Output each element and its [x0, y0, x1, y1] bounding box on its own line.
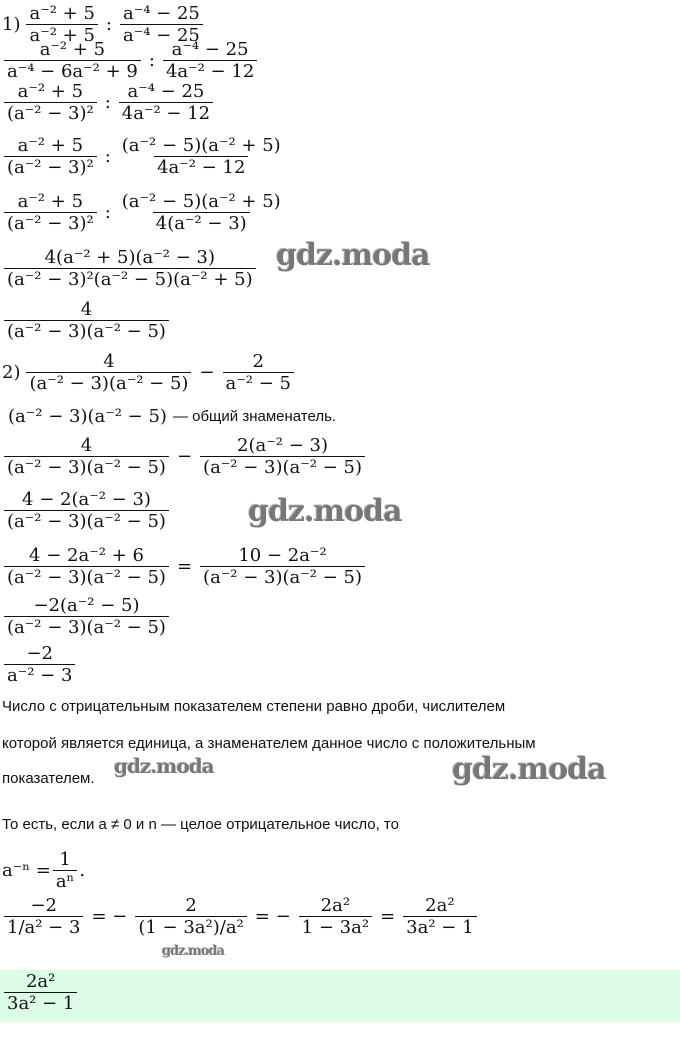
fraction-num: a⁻² + 5: [17, 135, 84, 156]
fraction-den: (a⁻² − 3)²: [4, 102, 97, 123]
fraction: [4, 248, 256, 289]
fraction-den: a⁻⁴ − 6a⁻² + 9: [4, 60, 141, 81]
fraction-num: a⁻² + 5: [17, 191, 84, 212]
fraction-den: a⁻⁴ − 25: [120, 24, 203, 45]
fraction-num: a⁻⁴ − 25: [127, 81, 205, 102]
fraction-den: 4a⁻² − 12: [163, 60, 257, 81]
watermark-logo: gdz.moda: [162, 944, 225, 959]
answer-box: [0, 970, 680, 1022]
fraction-num: 4: [80, 299, 93, 320]
fraction-den: (a⁻² − 3)(a⁻² − 5): [4, 566, 169, 587]
fraction-den: 4a⁻² − 12: [154, 156, 248, 177]
fraction-num: a⁻² + 5: [39, 39, 106, 60]
fraction: [4, 192, 97, 233]
chain-operator: = −: [254, 906, 291, 927]
fraction-den: (a⁻² − 3)(a⁻² − 5): [4, 456, 169, 477]
operator: −: [199, 362, 215, 383]
solution-line: [2, 644, 77, 685]
operator: (a⁻² − 3)(a⁻² − 5): [8, 406, 167, 427]
chain-fraction-num: 2a²: [320, 895, 351, 916]
fraction-num: (a⁻² − 5)(a⁻² + 5): [121, 135, 281, 156]
fraction-num: a⁻² + 5: [17, 81, 84, 102]
fraction-den: 4(a⁻² − 3): [153, 212, 250, 233]
watermark-logo: gdz.moda: [276, 238, 430, 273]
watermark-logo: gdz.moda: [452, 752, 606, 787]
fraction-num: 10 − 2a⁻²: [238, 545, 327, 566]
solution-line: [2, 406, 336, 427]
fraction-den: (a⁻² − 3)²: [4, 212, 97, 233]
formula-lhs: a⁻ⁿ =: [2, 860, 51, 881]
rule-text-line1: Число с отрицательным показателем степени равно дроби, числителем: [2, 698, 506, 715]
fraction-num: a⁻⁴ − 25: [171, 39, 249, 60]
solution-line: [2, 82, 215, 123]
rule-text-line2: которой является единица, а знаменателем данное число с положительным: [2, 735, 536, 752]
operator: =: [176, 556, 193, 577]
fraction: [4, 490, 169, 531]
fraction-den: (a⁻² − 3)²: [4, 156, 97, 177]
chain-fraction-num: 2a²: [425, 895, 455, 916]
fraction-num: a⁻² + 5: [29, 3, 95, 24]
fraction: [4, 644, 75, 685]
fraction: [4, 436, 169, 477]
fraction-num: 2: [252, 351, 264, 372]
fraction-num: 4 − 2(a⁻² − 3): [22, 489, 151, 510]
operator: −: [176, 446, 193, 467]
solution-line: [2, 40, 259, 81]
solution-line: [2, 596, 171, 637]
fraction-num: 4 − 2a⁻² + 6: [29, 545, 144, 566]
fraction: [119, 136, 284, 177]
solution-line: [2, 300, 171, 341]
chain-fraction: [4, 896, 83, 937]
solution-line: [2, 352, 296, 393]
line-text: — общий знаменатель.: [172, 408, 337, 425]
fraction-den: (a⁻² − 3)(a⁻² − 5): [4, 616, 169, 637]
fraction-den: a⁻² + 5: [26, 24, 97, 45]
fraction-den: (a⁻² − 3)(a⁻² − 5): [4, 320, 169, 341]
fraction-num: 4(a⁻² + 5)(a⁻² − 3): [44, 247, 216, 268]
formula-fraction: [53, 850, 78, 891]
operator: :: [104, 146, 111, 167]
fraction-num: −2(a⁻² − 5): [33, 595, 140, 616]
fraction-den: a⁻² − 3: [4, 664, 75, 685]
fraction-den: (a⁻² − 3)(a⁻² − 5): [4, 510, 169, 531]
fraction: [4, 136, 97, 177]
operator: :: [104, 202, 111, 223]
fraction-num: 2(a⁻² − 3): [237, 435, 328, 456]
formula-den: aⁿ: [53, 870, 78, 891]
fraction: [119, 82, 213, 123]
answer-den: 3a² − 1: [4, 992, 77, 1013]
answer-num: 2a²: [25, 971, 56, 992]
step-label: 1): [2, 14, 21, 35]
chain-fraction-den: 3a² − 1: [403, 916, 476, 937]
chain-fraction: [403, 896, 476, 937]
chain-fraction-num: −2: [30, 895, 57, 916]
chain-fraction: [299, 896, 372, 937]
fraction-num: 4: [80, 435, 93, 456]
fraction-num: 4: [103, 351, 115, 372]
fraction: [200, 436, 365, 477]
solution-line: [2, 436, 367, 477]
chain-fraction-den: (1 − 3a²)/a²: [135, 916, 246, 937]
fraction-num: −2: [26, 643, 53, 664]
fraction-den: (a⁻² − 3)(a⁻² − 5): [26, 372, 191, 393]
fraction: [4, 82, 97, 123]
chain-fraction-den: 1 − 3a²: [299, 916, 372, 937]
watermark-logo: gdz.moda: [114, 754, 214, 778]
fraction-den: (a⁻² − 3)(a⁻² − 5): [200, 456, 365, 477]
fraction-den: (a⁻² − 3)(a⁻² − 5): [200, 566, 365, 587]
fraction: [4, 546, 169, 587]
negative-exponent-formula: [2, 850, 85, 891]
chain-fraction: [135, 896, 246, 937]
fraction: [4, 300, 169, 341]
watermark-logo: gdz.moda: [248, 494, 402, 529]
rule-text-line3: показателем.: [2, 770, 95, 787]
operator: :: [105, 14, 112, 35]
chain-operator: =: [380, 906, 396, 927]
chain-fraction-num: 2: [185, 895, 197, 916]
fraction: [4, 40, 141, 81]
solution-line: [2, 136, 286, 177]
fraction-den: (a⁻² − 3)²(a⁻² − 5)(a⁻² + 5): [4, 268, 256, 289]
chain-operator: = −: [91, 906, 128, 927]
chain-fraction-den: 1/a² − 3: [4, 916, 83, 937]
operator: :: [148, 50, 155, 71]
formula-num: 1: [59, 849, 71, 870]
operator: :: [104, 92, 111, 113]
fraction: [200, 546, 365, 587]
solution-line: [2, 248, 258, 289]
solution-line: [2, 546, 367, 587]
step-label: 2): [2, 362, 21, 383]
solution-line: [2, 192, 286, 233]
fraction: [26, 352, 191, 393]
final-chain: [2, 896, 479, 937]
fraction: [4, 596, 169, 637]
answer-fraction: [2, 972, 79, 1013]
solution-line: [2, 490, 171, 531]
fraction-num: a⁻⁴ − 25: [123, 3, 200, 24]
fraction: [223, 352, 294, 393]
fraction: [119, 192, 284, 233]
rule-text-line4: То есть, если a ≠ 0 и n — целое отрицательное число, то: [2, 816, 399, 833]
fraction-den: a⁻² − 5: [223, 372, 294, 393]
fraction: [163, 40, 257, 81]
formula-tail: .: [79, 860, 86, 881]
fraction-den: 4a⁻² − 12: [119, 102, 213, 123]
fraction-num: (a⁻² − 5)(a⁻² + 5): [121, 191, 281, 212]
